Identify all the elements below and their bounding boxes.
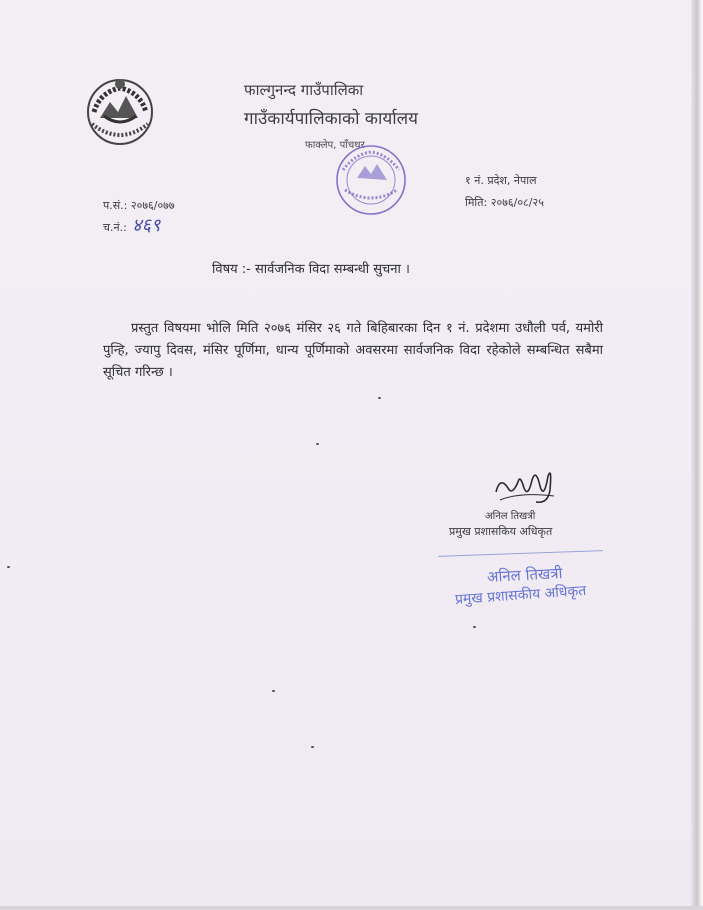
scan-speck: [473, 626, 476, 628]
office-name: गाउँकार्यपालिकाको कार्यालय: [244, 109, 419, 129]
patra-sankhya: प.सं.: २०७६/०७७: [103, 199, 175, 212]
notice-body: प्रस्तुत विषयमा भोलि मिति २०७६ मंसिर २६ गते बिहिबारका दिन १ नं. प्रदेशमा उधौली पर्व, यमोरी पुन्हि, ज्यापु दिवस, मंसिर पूर्णिमा, धान्य पूर्णिमाको अवसरमा सार्वजनिक विदा रहेकोले सम्बन्धित सबैमा सूचित गरिन्छ ।: [103, 321, 603, 380]
stamp-divider: [438, 550, 603, 557]
chalani-line: [103, 216, 175, 238]
province-text: १ नं. प्रदेश, नेपाल: [465, 174, 537, 187]
scan-speck: [378, 397, 381, 399]
signatory-title: प्रमुख प्रशासकिय अधिकृत: [449, 525, 553, 538]
office-location: फाक्लेप, पाँचथर: [305, 140, 365, 151]
scan-speck: [311, 746, 314, 748]
reference-block: [103, 196, 175, 238]
scan-speck: [316, 443, 319, 445]
municipality-name: फाल्गुनन्द गाउँपालिका: [244, 81, 364, 99]
official-stamp-title: प्रमुख प्रशासकीय अधिकृत: [454, 582, 587, 608]
letter-date: मिति: २०७६/०८/२५: [465, 196, 544, 209]
scan-edge-bottom: [0, 906, 703, 910]
government-emblem-icon: [80, 72, 160, 152]
scan-speck: [272, 690, 275, 692]
scan-speck: [7, 566, 10, 568]
chalani-number: ४६९: [132, 215, 161, 236]
signatory-name: अनिल तिखत्री: [485, 511, 536, 522]
chalani-label: च.नं.:: [103, 221, 127, 234]
official-stamp-name: अनिल तिखत्री: [486, 564, 563, 586]
address-block: [465, 170, 544, 214]
scan-edge-right: [691, 0, 703, 910]
subject-line: विषय :- सार्वजनिक विदा सम्बन्धी सुचना ।: [212, 262, 410, 277]
office-seal-stamp-icon: [325, 140, 417, 220]
handwritten-signature-icon: [490, 462, 560, 510]
